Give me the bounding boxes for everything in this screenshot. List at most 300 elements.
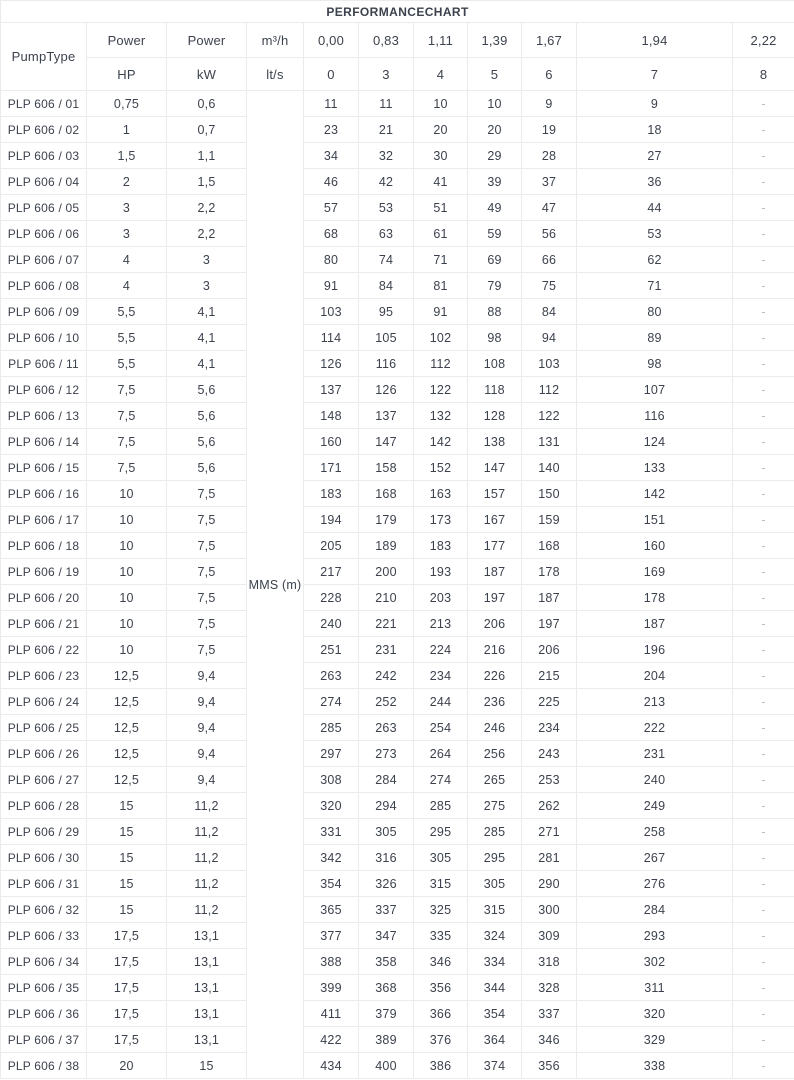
head-value-cell: - (733, 91, 794, 117)
power-kw-cell: 11,2 (167, 871, 247, 897)
head-value-cell: 285 (468, 819, 522, 845)
head-value-cell: 158 (359, 455, 414, 481)
head-value-cell: 147 (468, 455, 522, 481)
head-value-cell: 242 (359, 663, 414, 689)
head-value-cell: 193 (414, 559, 468, 585)
head-value-cell: 11 (359, 91, 414, 117)
table-title-row (1, 1, 794, 23)
head-value-cell: - (733, 351, 794, 377)
power-kw-cell: 5,6 (167, 377, 247, 403)
table-row (1, 871, 794, 897)
power-kw-cell: 4,1 (167, 299, 247, 325)
head-value-cell: 434 (304, 1053, 359, 1079)
head-value-cell: - (733, 455, 794, 481)
head-value-cell: 168 (359, 481, 414, 507)
page-title: PERFORMANCECHART (1, 1, 794, 23)
pump-type-cell: PLP 606 / 34 (1, 949, 87, 975)
head-value-cell: 9 (522, 91, 577, 117)
power-hp-cell: 10 (87, 559, 167, 585)
head-value-cell: 222 (577, 715, 733, 741)
table-row (1, 793, 794, 819)
head-value-cell: 308 (304, 767, 359, 793)
pump-type-cell: PLP 606 / 08 (1, 273, 87, 299)
head-value-cell: 364 (468, 1027, 522, 1053)
power-kw-cell: 9,4 (167, 741, 247, 767)
head-value-cell: 187 (468, 559, 522, 585)
power-hp-cell: 17,5 (87, 923, 167, 949)
table-row (1, 429, 794, 455)
pump-type-cell: PLP 606 / 18 (1, 533, 87, 559)
head-value-cell: 194 (304, 507, 359, 533)
power-kw-cell: 9,4 (167, 715, 247, 741)
head-value-cell: 206 (522, 637, 577, 663)
head-value-cell: 112 (414, 351, 468, 377)
head-value-cell: 116 (577, 403, 733, 429)
pump-type-cell: PLP 606 / 27 (1, 767, 87, 793)
head-value-cell: 334 (468, 949, 522, 975)
head-value-cell: 94 (522, 325, 577, 351)
head-value-cell: 368 (359, 975, 414, 1001)
mms-unit-cell: MMS (m) (247, 91, 304, 1079)
head-value-cell: 300 (522, 897, 577, 923)
power-hp-cell: 10 (87, 637, 167, 663)
head-value-cell: 46 (304, 169, 359, 195)
head-value-cell: 108 (468, 351, 522, 377)
head-value-cell: - (733, 923, 794, 949)
head-value-cell: 326 (359, 871, 414, 897)
head-value-cell: 167 (468, 507, 522, 533)
power-hp-cell: 10 (87, 481, 167, 507)
head-value-cell: 329 (577, 1027, 733, 1053)
head-value-cell: 59 (468, 221, 522, 247)
head-value-cell: 84 (359, 273, 414, 299)
head-value-cell: 305 (414, 845, 468, 871)
pump-type-cell: PLP 606 / 03 (1, 143, 87, 169)
pump-type-cell: PLP 606 / 31 (1, 871, 87, 897)
pump-type-cell: PLP 606 / 33 (1, 923, 87, 949)
head-value-cell: 11 (304, 91, 359, 117)
head-value-cell: 30 (414, 143, 468, 169)
pump-type-cell: PLP 606 / 11 (1, 351, 87, 377)
power-kw-cell: 5,6 (167, 455, 247, 481)
head-value-cell: - (733, 663, 794, 689)
pump-type-cell: PLP 606 / 05 (1, 195, 87, 221)
head-value-cell: 171 (304, 455, 359, 481)
power-kw-cell: 1,5 (167, 169, 247, 195)
head-value-cell: 95 (359, 299, 414, 325)
power-kw-cell: 13,1 (167, 1027, 247, 1053)
head-value-cell: 281 (522, 845, 577, 871)
power-hp-cell: 2 (87, 169, 167, 195)
head-value-cell: - (733, 611, 794, 637)
head-value-cell: - (733, 377, 794, 403)
head-value-cell: 124 (577, 429, 733, 455)
head-value-cell: 236 (468, 689, 522, 715)
pump-type-cell: PLP 606 / 07 (1, 247, 87, 273)
head-value-cell: 265 (468, 767, 522, 793)
power-hp-cell: 17,5 (87, 949, 167, 975)
head-value-cell: 320 (577, 1001, 733, 1027)
head-value-cell: 69 (468, 247, 522, 273)
pump-type-cell: PLP 606 / 24 (1, 689, 87, 715)
head-value-cell: 187 (522, 585, 577, 611)
head-value-cell: 264 (414, 741, 468, 767)
head-value-cell: 18 (577, 117, 733, 143)
pump-type-cell: PLP 606 / 06 (1, 221, 87, 247)
head-value-cell: - (733, 637, 794, 663)
table-row (1, 351, 794, 377)
head-value-cell: 10 (468, 91, 522, 117)
table-row (1, 1053, 794, 1079)
head-value-cell: 210 (359, 585, 414, 611)
head-value-cell: - (733, 897, 794, 923)
pump-type-cell: PLP 606 / 35 (1, 975, 87, 1001)
head-value-cell: 163 (414, 481, 468, 507)
table-row (1, 819, 794, 845)
head-value-cell: 71 (414, 247, 468, 273)
header-row-values (1, 58, 794, 91)
head-value-cell: 346 (414, 949, 468, 975)
head-value-cell: 20 (468, 117, 522, 143)
head-value-cell: 44 (577, 195, 733, 221)
head-value-cell: 316 (359, 845, 414, 871)
table-row (1, 377, 794, 403)
head-value-cell: 388 (304, 949, 359, 975)
head-value-cell: 49 (468, 195, 522, 221)
head-value-cell: 133 (577, 455, 733, 481)
head-value-cell: 32 (359, 143, 414, 169)
head-value-cell: 285 (304, 715, 359, 741)
head-value-cell: 335 (414, 923, 468, 949)
head-value-cell: 354 (304, 871, 359, 897)
head-value-cell: 61 (414, 221, 468, 247)
head-value-cell: 151 (577, 507, 733, 533)
table-row (1, 195, 794, 221)
head-value-cell: 47 (522, 195, 577, 221)
head-value-cell: 203 (414, 585, 468, 611)
head-value-cell: 262 (522, 793, 577, 819)
head-value-cell: 148 (304, 403, 359, 429)
head-value-cell: 178 (522, 559, 577, 585)
head-value-cell: 75 (522, 273, 577, 299)
head-value-cell: 137 (359, 403, 414, 429)
power-hp-cell: 1,5 (87, 143, 167, 169)
power-hp-cell: 3 (87, 221, 167, 247)
head-value-cell: 42 (359, 169, 414, 195)
head-value-cell: 376 (414, 1027, 468, 1053)
head-value-cell: 105 (359, 325, 414, 351)
power-kw-cell: 7,5 (167, 611, 247, 637)
head-value-cell: 206 (468, 611, 522, 637)
head-value-cell: 98 (577, 351, 733, 377)
table-row (1, 481, 794, 507)
head-value-cell: 224 (414, 637, 468, 663)
head-value-cell: 56 (522, 221, 577, 247)
pump-type-cell: PLP 606 / 20 (1, 585, 87, 611)
head-value-cell: 187 (577, 611, 733, 637)
head-value-cell: 331 (304, 819, 359, 845)
head-value-cell: 251 (304, 637, 359, 663)
power-kw-cell: 15 (167, 1053, 247, 1079)
head-value-cell: 168 (522, 533, 577, 559)
head-value-cell: 400 (359, 1053, 414, 1079)
head-value-cell: 80 (577, 299, 733, 325)
head-value-cell: - (733, 429, 794, 455)
head-value-cell: 200 (359, 559, 414, 585)
head-value-cell: - (733, 273, 794, 299)
table-row (1, 273, 794, 299)
power-kw-cell: 5,6 (167, 429, 247, 455)
head-value-cell: 338 (577, 1053, 733, 1079)
head-value-cell: 305 (359, 819, 414, 845)
header-row-units (1, 23, 794, 58)
head-value-cell: 37 (522, 169, 577, 195)
head-value-cell: 263 (359, 715, 414, 741)
head-value-cell: 342 (304, 845, 359, 871)
head-value-cell: 103 (304, 299, 359, 325)
table-row (1, 91, 794, 117)
power-hp-cell: 12,5 (87, 741, 167, 767)
power-kw-cell: 7,5 (167, 507, 247, 533)
head-value-cell: 234 (414, 663, 468, 689)
head-value-cell: 226 (468, 663, 522, 689)
head-value-cell: 160 (577, 533, 733, 559)
pump-type-cell: PLP 606 / 14 (1, 429, 87, 455)
head-value-cell: 128 (468, 403, 522, 429)
table-row (1, 741, 794, 767)
head-value-cell: - (733, 1053, 794, 1079)
table-header (1, 1, 794, 91)
head-value-cell: 81 (414, 273, 468, 299)
flow-unit-m3h-header: m³/h (247, 23, 304, 58)
flow-m3h-header-6: 2,22 (733, 23, 794, 58)
power-kw-cell: 7,5 (167, 585, 247, 611)
power-kw-cell: 2,2 (167, 221, 247, 247)
table-row (1, 117, 794, 143)
head-value-cell: 285 (414, 793, 468, 819)
power-hp-cell: 10 (87, 533, 167, 559)
table-row (1, 585, 794, 611)
table-body (1, 91, 794, 1079)
head-value-cell: 293 (577, 923, 733, 949)
head-value-cell: 263 (304, 663, 359, 689)
head-value-cell: 356 (522, 1053, 577, 1079)
head-value-cell: - (733, 585, 794, 611)
head-value-cell: 294 (359, 793, 414, 819)
head-value-cell: 142 (414, 429, 468, 455)
table-row (1, 1027, 794, 1053)
head-value-cell: 205 (304, 533, 359, 559)
table-row (1, 845, 794, 871)
head-value-cell: - (733, 299, 794, 325)
head-value-cell: 275 (468, 793, 522, 819)
pump-type-cell: PLP 606 / 16 (1, 481, 87, 507)
head-value-cell: 377 (304, 923, 359, 949)
head-value-cell: 366 (414, 1001, 468, 1027)
head-value-cell: 41 (414, 169, 468, 195)
head-value-cell: 358 (359, 949, 414, 975)
power-hp-cell: 7,5 (87, 455, 167, 481)
power-kw-cell: 13,1 (167, 949, 247, 975)
head-value-cell: 295 (468, 845, 522, 871)
power-kw-cell: 7,5 (167, 533, 247, 559)
power-kw-cell: 9,4 (167, 767, 247, 793)
table-row (1, 455, 794, 481)
head-value-cell: 19 (522, 117, 577, 143)
head-value-cell: 89 (577, 325, 733, 351)
power-kw-cell: 4,1 (167, 325, 247, 351)
table-row (1, 325, 794, 351)
head-value-cell: 325 (414, 897, 468, 923)
head-value-cell: 244 (414, 689, 468, 715)
head-value-cell: 379 (359, 1001, 414, 1027)
table-row (1, 299, 794, 325)
pump-type-cell: PLP 606 / 04 (1, 169, 87, 195)
power-kw-cell: 1,1 (167, 143, 247, 169)
head-value-cell: 399 (304, 975, 359, 1001)
power-kw-cell: 11,2 (167, 793, 247, 819)
power-kw-cell: 0,6 (167, 91, 247, 117)
head-value-cell: - (733, 741, 794, 767)
head-value-cell: 114 (304, 325, 359, 351)
flow-lts-header-0: 0 (304, 58, 359, 91)
table-row (1, 403, 794, 429)
pump-type-cell: PLP 606 / 12 (1, 377, 87, 403)
head-value-cell: 142 (577, 481, 733, 507)
power-kw-cell: 7,5 (167, 559, 247, 585)
head-value-cell: - (733, 403, 794, 429)
head-value-cell: 103 (522, 351, 577, 377)
head-value-cell: 91 (304, 273, 359, 299)
pump-type-cell: PLP 606 / 21 (1, 611, 87, 637)
pump-type-cell: PLP 606 / 22 (1, 637, 87, 663)
head-value-cell: 256 (468, 741, 522, 767)
head-value-cell: 34 (304, 143, 359, 169)
head-value-cell: 374 (468, 1053, 522, 1079)
head-value-cell: 337 (359, 897, 414, 923)
head-value-cell: 98 (468, 325, 522, 351)
head-value-cell: 160 (304, 429, 359, 455)
power-hp-cell: 12,5 (87, 689, 167, 715)
head-value-cell: 295 (414, 819, 468, 845)
pump-type-cell: PLP 606 / 28 (1, 793, 87, 819)
power-hp-cell: 15 (87, 845, 167, 871)
head-value-cell: 51 (414, 195, 468, 221)
head-value-cell: 411 (304, 1001, 359, 1027)
flow-lts-header-5: 7 (577, 58, 733, 91)
head-value-cell: 53 (577, 221, 733, 247)
head-value-cell: 231 (359, 637, 414, 663)
head-value-cell: 159 (522, 507, 577, 533)
head-value-cell: 234 (522, 715, 577, 741)
head-value-cell: 216 (468, 637, 522, 663)
flow-m3h-header-4: 1,67 (522, 23, 577, 58)
power-hp-cell: 4 (87, 247, 167, 273)
head-value-cell: - (733, 325, 794, 351)
head-value-cell: 147 (359, 429, 414, 455)
head-value-cell: 196 (577, 637, 733, 663)
head-value-cell: 273 (359, 741, 414, 767)
power-hp-cell: 7,5 (87, 403, 167, 429)
flow-lts-header-1: 3 (359, 58, 414, 91)
head-value-cell: 311 (577, 975, 733, 1001)
head-value-cell: 328 (522, 975, 577, 1001)
pump-type-cell: PLP 606 / 10 (1, 325, 87, 351)
head-value-cell: 150 (522, 481, 577, 507)
power-kw-cell: 7,5 (167, 481, 247, 507)
head-value-cell: 23 (304, 117, 359, 143)
head-value-cell: 137 (304, 377, 359, 403)
power-hp-cell: 5,5 (87, 299, 167, 325)
head-value-cell: - (733, 559, 794, 585)
flow-lts-header-3: 5 (468, 58, 522, 91)
head-value-cell: 66 (522, 247, 577, 273)
head-value-cell: - (733, 143, 794, 169)
head-value-cell: 91 (414, 299, 468, 325)
pump-type-cell: PLP 606 / 25 (1, 715, 87, 741)
power-hp-cell: 5,5 (87, 351, 167, 377)
head-value-cell: 173 (414, 507, 468, 533)
kw-unit-header: kW (167, 58, 247, 91)
power-kw-cell: 7,5 (167, 637, 247, 663)
head-value-cell: 126 (359, 377, 414, 403)
head-value-cell: 337 (522, 1001, 577, 1027)
head-value-cell: 252 (359, 689, 414, 715)
power-kw-cell: 9,4 (167, 663, 247, 689)
head-value-cell: 204 (577, 663, 733, 689)
head-value-cell: 315 (414, 871, 468, 897)
head-value-cell: 274 (304, 689, 359, 715)
head-value-cell: 254 (414, 715, 468, 741)
power-kw-cell: 11,2 (167, 845, 247, 871)
head-value-cell: 221 (359, 611, 414, 637)
head-value-cell: 347 (359, 923, 414, 949)
power-hp-cell: 17,5 (87, 975, 167, 1001)
head-value-cell: 253 (522, 767, 577, 793)
head-value-cell: - (733, 689, 794, 715)
head-value-cell: 183 (414, 533, 468, 559)
head-value-cell: - (733, 793, 794, 819)
power-hp-cell: 15 (87, 871, 167, 897)
flow-m3h-header-3: 1,39 (468, 23, 522, 58)
power-hp-cell: 12,5 (87, 767, 167, 793)
flow-lts-header-4: 6 (522, 58, 577, 91)
head-value-cell: 71 (577, 273, 733, 299)
pump-type-cell: PLP 606 / 17 (1, 507, 87, 533)
flow-m3h-header-5: 1,94 (577, 23, 733, 58)
power-hp-cell: 15 (87, 897, 167, 923)
power-kw-cell: 4,1 (167, 351, 247, 377)
head-value-cell: 131 (522, 429, 577, 455)
power-hp-cell: 0,75 (87, 91, 167, 117)
power-kw-cell: 3 (167, 247, 247, 273)
head-value-cell: 365 (304, 897, 359, 923)
table-row (1, 533, 794, 559)
head-value-cell: 126 (304, 351, 359, 377)
power-hp-cell: 1 (87, 117, 167, 143)
head-value-cell: 140 (522, 455, 577, 481)
flow-m3h-header-0: 0,00 (304, 23, 359, 58)
power-hp-cell: 12,5 (87, 663, 167, 689)
pump-type-cell: PLP 606 / 15 (1, 455, 87, 481)
head-value-cell: 240 (304, 611, 359, 637)
head-value-cell: 228 (304, 585, 359, 611)
pump-type-cell: PLP 606 / 26 (1, 741, 87, 767)
head-value-cell: - (733, 195, 794, 221)
pump-type-cell: PLP 606 / 37 (1, 1027, 87, 1053)
head-value-cell: 29 (468, 143, 522, 169)
head-value-cell: 284 (577, 897, 733, 923)
